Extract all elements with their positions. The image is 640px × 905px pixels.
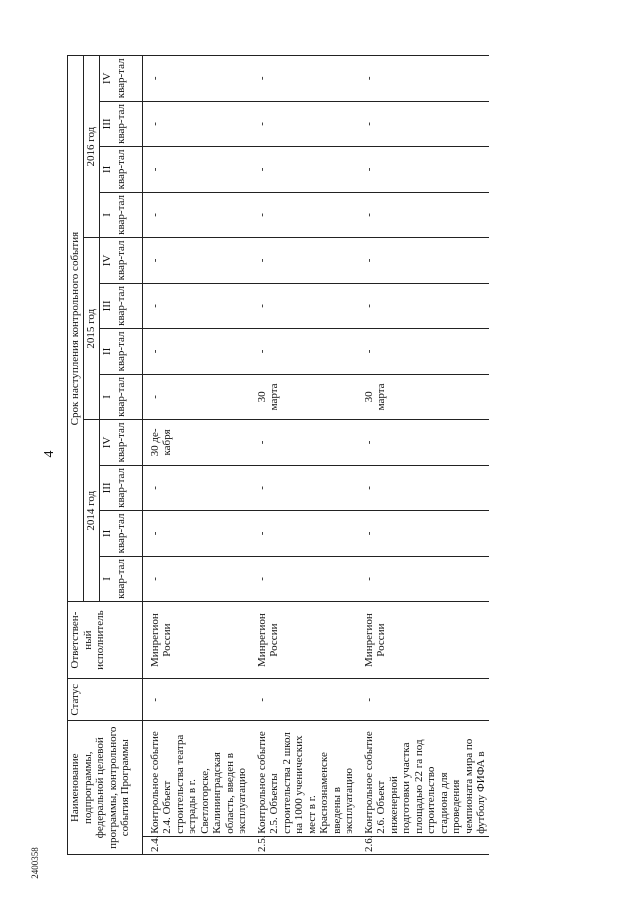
row-term: - xyxy=(357,101,489,147)
row-executor: Минрегион России xyxy=(357,602,489,679)
row-term: - xyxy=(357,465,489,511)
row-term: - xyxy=(357,283,489,329)
row-code: 2.5. xyxy=(250,836,357,854)
row-term: - xyxy=(250,56,357,102)
row-term: - xyxy=(142,192,250,238)
row-status: - xyxy=(250,679,357,721)
row-term: - xyxy=(357,192,489,238)
row-term: - xyxy=(357,56,489,102)
quarter-label: квар-тал xyxy=(114,420,142,466)
row-term: - xyxy=(250,192,357,238)
page-number: 4 xyxy=(42,450,57,458)
rotated-page xyxy=(67,55,550,855)
header-name-cell: Наименование подпрограммы, федеральной целевой программы, контрольного события Программы xyxy=(68,721,143,855)
quarter-number: II xyxy=(99,147,114,193)
row-term: - xyxy=(250,238,357,284)
row-term: 30 марта xyxy=(250,374,357,420)
row-term: - xyxy=(142,465,250,511)
row-term: - xyxy=(250,329,357,375)
quarter-number: I xyxy=(99,556,114,602)
row-term: - xyxy=(142,374,250,420)
row-term: - xyxy=(357,147,489,193)
quarter-number: III xyxy=(99,283,114,329)
row-term: - xyxy=(142,56,250,102)
row-term: - xyxy=(250,420,357,466)
row-term: - xyxy=(250,101,357,147)
quarter-label: квар-тал xyxy=(114,556,142,602)
row-term: - xyxy=(142,147,250,193)
quarter-label: квар-тал xyxy=(114,465,142,511)
header-year-2014: 2014 год xyxy=(84,420,100,602)
row-term: - xyxy=(142,329,250,375)
row-term: - xyxy=(142,556,250,602)
row-term: - xyxy=(250,283,357,329)
row-term: - xyxy=(250,511,357,557)
quarter-number: IV xyxy=(99,420,114,466)
row-term: - xyxy=(357,420,489,466)
quarter-number: I xyxy=(99,192,114,238)
table-row xyxy=(142,56,250,855)
document-code: 2400358 xyxy=(30,847,40,879)
row-term: - xyxy=(142,283,250,329)
row-code: 2.6. xyxy=(357,836,489,854)
header-status-cell: Статус xyxy=(68,679,143,721)
control-events-table xyxy=(67,55,489,855)
row-name: Контрольное событие 2.5. Объекты строительства 2 школ на 1000 ученических мест в г. Краснознаменске введены в эксплуатацию xyxy=(250,721,357,836)
row-name: Контрольное событие 2.4. Объект строительства театра эстрады в г. Светлогорске, Калининградская область, введен в эксплуатацию xyxy=(142,721,250,836)
quarter-number: I xyxy=(99,374,114,420)
row-term: - xyxy=(142,238,250,284)
row-term: 30 де-кабря xyxy=(142,420,250,466)
row-term: - xyxy=(250,556,357,602)
quarter-label: квар-тал xyxy=(114,329,142,375)
header-year-2016: 2016 год xyxy=(84,56,100,238)
table-row xyxy=(357,56,489,855)
row-term: - xyxy=(357,511,489,557)
quarter-label: квар-тал xyxy=(114,192,142,238)
row-term: - xyxy=(250,465,357,511)
row-name: Контрольное событие 2.6. Объект инженерной подготовки участка площадью 22 га под строительство стадиона для проведения чемпионата мира по футболу ФИФА в xyxy=(357,721,489,836)
quarter-label: квар-тал xyxy=(114,56,142,102)
row-code: 2.4. xyxy=(142,836,250,854)
quarter-number: III xyxy=(99,101,114,147)
quarter-number: II xyxy=(99,511,114,557)
row-term: - xyxy=(142,511,250,557)
row-executor: Минрегион России xyxy=(142,602,250,679)
row-term: 30 марта xyxy=(357,374,489,420)
quarter-label: квар-тал xyxy=(114,238,142,284)
row-status: - xyxy=(357,679,489,721)
quarter-label: квар-тал xyxy=(114,283,142,329)
table-row xyxy=(250,56,357,855)
row-term: - xyxy=(357,329,489,375)
row-status: - xyxy=(142,679,250,721)
quarter-number: IV xyxy=(99,238,114,284)
row-term: - xyxy=(357,556,489,602)
row-term: - xyxy=(142,101,250,147)
header-year-2015: 2015 год xyxy=(84,238,100,420)
quarter-label: квар-тал xyxy=(114,101,142,147)
row-term: - xyxy=(357,238,489,284)
quarter-number: II xyxy=(99,329,114,375)
quarter-label: квар-тал xyxy=(114,374,142,420)
quarter-number: IV xyxy=(99,56,114,102)
quarter-label: квар-тал xyxy=(114,147,142,193)
row-executor: Минрегион России xyxy=(250,602,357,679)
quarter-label: квар-тал xyxy=(114,511,142,557)
row-term: - xyxy=(250,147,357,193)
quarter-number: III xyxy=(99,465,114,511)
header-executor-cell: Ответствен-ный исполнитель xyxy=(68,602,143,679)
header-term-cell: Срок наступления контрольного события xyxy=(68,56,84,602)
